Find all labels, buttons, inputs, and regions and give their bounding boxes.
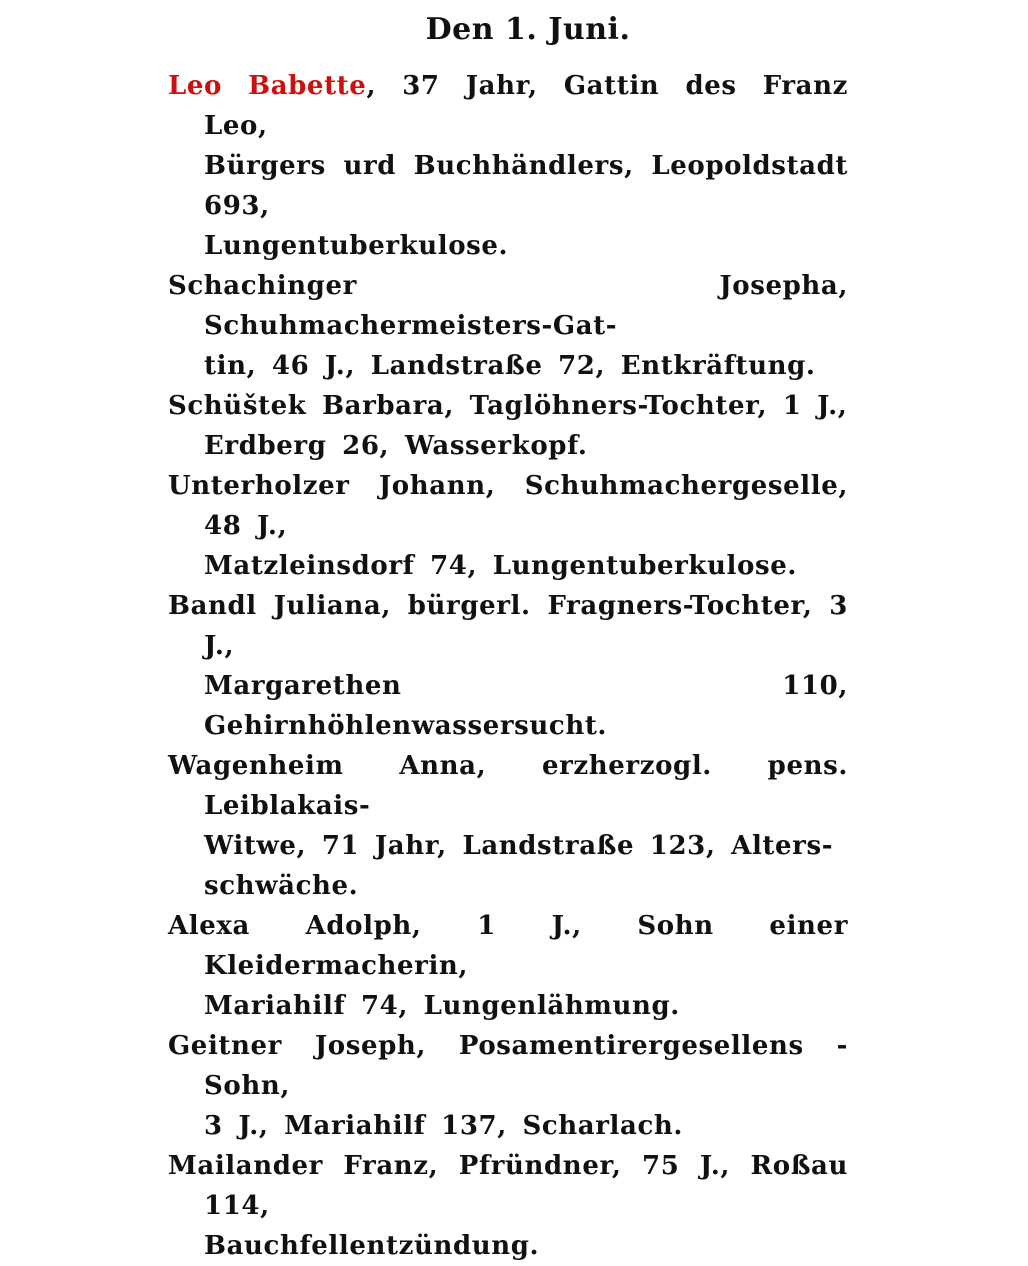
entry-line: Bürgers urd Buchhändlers, Leopoldstadt 693, [204, 151, 848, 221]
death-record-entry [168, 746, 848, 906]
entry-line: Schachinger Josepha, Schuhmachermeisters-Gat- [168, 271, 848, 341]
death-record-entry [168, 1146, 848, 1266]
death-record-entry [168, 266, 848, 386]
entry-line: Unterholzer Johann, Schuhmachergeselle, 48 J., [168, 471, 848, 541]
entry-line: Wagenheim Anna, erzherzogl. pens. Leiblakais- [168, 751, 848, 821]
entry-line: Mariahilf 74, Lungenlähmung. [204, 991, 680, 1021]
death-record-entry [168, 586, 848, 746]
entry-line: Lungentuberkulose. [204, 231, 509, 261]
entry-line: Erdberg 26, Wasserkopf. [204, 431, 588, 461]
entry-line: Bandl Juliana, bürgerl. Fragners-Tochter, 3 J., [168, 591, 848, 661]
entry-line: Witwe, 71 Jahr, Landstraße 123, Alters- [204, 831, 834, 861]
entry-line: 3 J., Mariahilf 137, Scharlach. [204, 1111, 684, 1141]
highlighted-name: Leo Babette [168, 71, 367, 101]
death-record-entry [168, 1026, 848, 1146]
document-page [168, 12, 848, 1266]
entry-line: Geitner Joseph, Posamentirergesellens - Sohn, [168, 1031, 848, 1101]
entry-line: Mailander Franz, Pfründner, 75 J., Roßau 114, [168, 1151, 848, 1221]
death-record-entry [168, 906, 848, 1026]
entry-line: Schüštek Barbara, Taglöhners-Tochter, 1 J., [168, 391, 848, 421]
death-record-entry [168, 66, 848, 266]
entry-line: Alexa Adolph, 1 J., Sohn einer Kleidermacherin, [168, 911, 848, 981]
page-heading: Den 1. Juni. [425, 12, 631, 47]
entry-line: Matzleinsdorf 74, Lungentuberkulose. [204, 551, 797, 581]
death-record-entry [168, 466, 848, 586]
entry-line: Margarethen 110, Gehirnhöhlenwassersucht. [204, 671, 848, 741]
entry-line [168, 66, 848, 146]
death-record-entry [168, 386, 848, 466]
entry-line: Bauchfellentzündung. [204, 1231, 540, 1261]
entry-text: , 37 Jahr, Gattin des Franz Leo, [204, 71, 848, 141]
entry-line: schwäche. [204, 871, 359, 901]
entry-line: tin, 46 J., Landstraße 72, Entkräftung. [204, 351, 816, 381]
